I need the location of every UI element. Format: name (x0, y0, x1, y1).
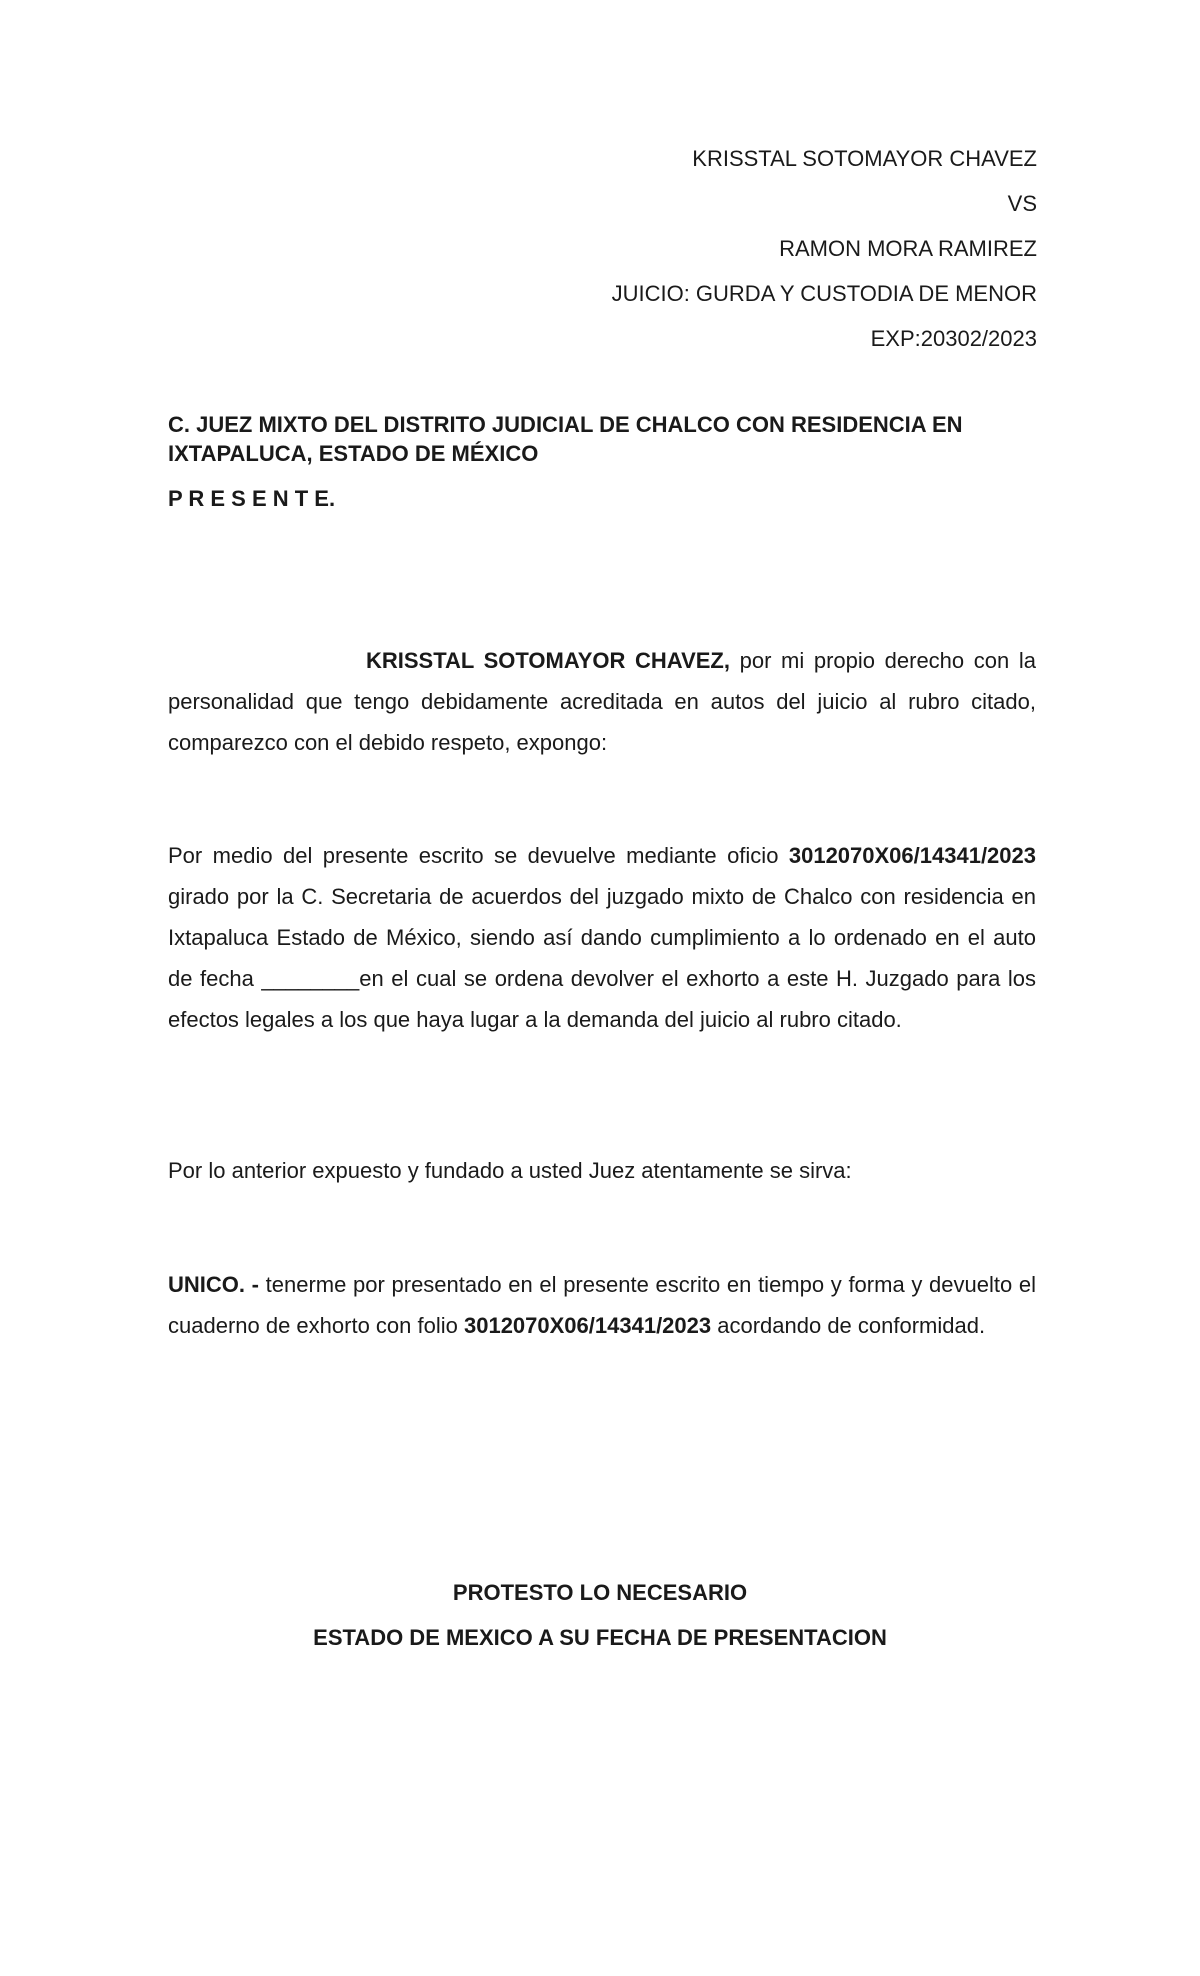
presente-label: P R E S E N T E. (168, 486, 336, 511)
unico-label: UNICO. - (168, 1272, 259, 1297)
request-paragraph: Por lo anterior expuesto y fundado a usted Juez atentamente se sirva: (168, 1158, 852, 1183)
body-text-a: Por medio del presente escrito se devuelve mediante oficio (168, 843, 789, 868)
oficio-number: 3012070X06/14341/2023 (788, 843, 1036, 868)
body-text-b: girado por la C. Secretaria de acuerdos del juzgado mixto de Chalco con residencia en Ixtapaluca Estado de México, siendo así dando cumplimiento a lo ordenado en el auto de fecha ________en el cual se ordena devolver el exhorto a este H. Juzgado para los efectos legales a los que haya lugar a la demanda del juicio al rubro citado. (168, 884, 1036, 1032)
caption-defendant: RAMON MORA RAMIREZ (779, 236, 1037, 261)
intro-text: por mi propio derecho con la personalidad que tengo debidamente acreditada en autos del juicio al rubro citado, comparezco con el debido respeto, expongo: (168, 648, 1036, 755)
caption-case-type: JUICIO: GURDA Y CUSTODIA DE MENOR (611, 281, 1037, 306)
unico-text-a: tenerme por presentado en el presente escrito en tiempo y forma y devuelto el cuaderno de exhorto con folio (168, 1272, 1036, 1338)
addressee: C. JUEZ MIXTO DEL DISTRITO JUDICIAL DE CHALCO CON RESIDENCIA EN IXTAPALUCA, ESTADO DE MÉXICO (168, 412, 963, 466)
intro-paragraph (168, 640, 1036, 763)
caption-plaintiff: KRISSTAL SOTOMAYOR CHAVEZ (692, 146, 1037, 171)
unico-text-b: acordando de conformidad. (711, 1313, 986, 1338)
case-caption (612, 136, 1037, 361)
unico-paragraph (168, 1264, 1036, 1346)
closing-place-date: ESTADO DE MEXICO A SU FECHA DE PRESENTACION (313, 1625, 887, 1650)
caption-vs: VS (1007, 191, 1037, 216)
folio-number: 3012070X06/14341/2023 (463, 1313, 712, 1338)
body-paragraph (168, 835, 1036, 1040)
petitioner-name: KRISSTAL SOTOMAYOR CHAVEZ, (366, 648, 730, 673)
closing-protesto: PROTESTO LO NECESARIO (452, 1580, 748, 1605)
caption-file-number: EXP:20302/2023 (870, 326, 1037, 351)
